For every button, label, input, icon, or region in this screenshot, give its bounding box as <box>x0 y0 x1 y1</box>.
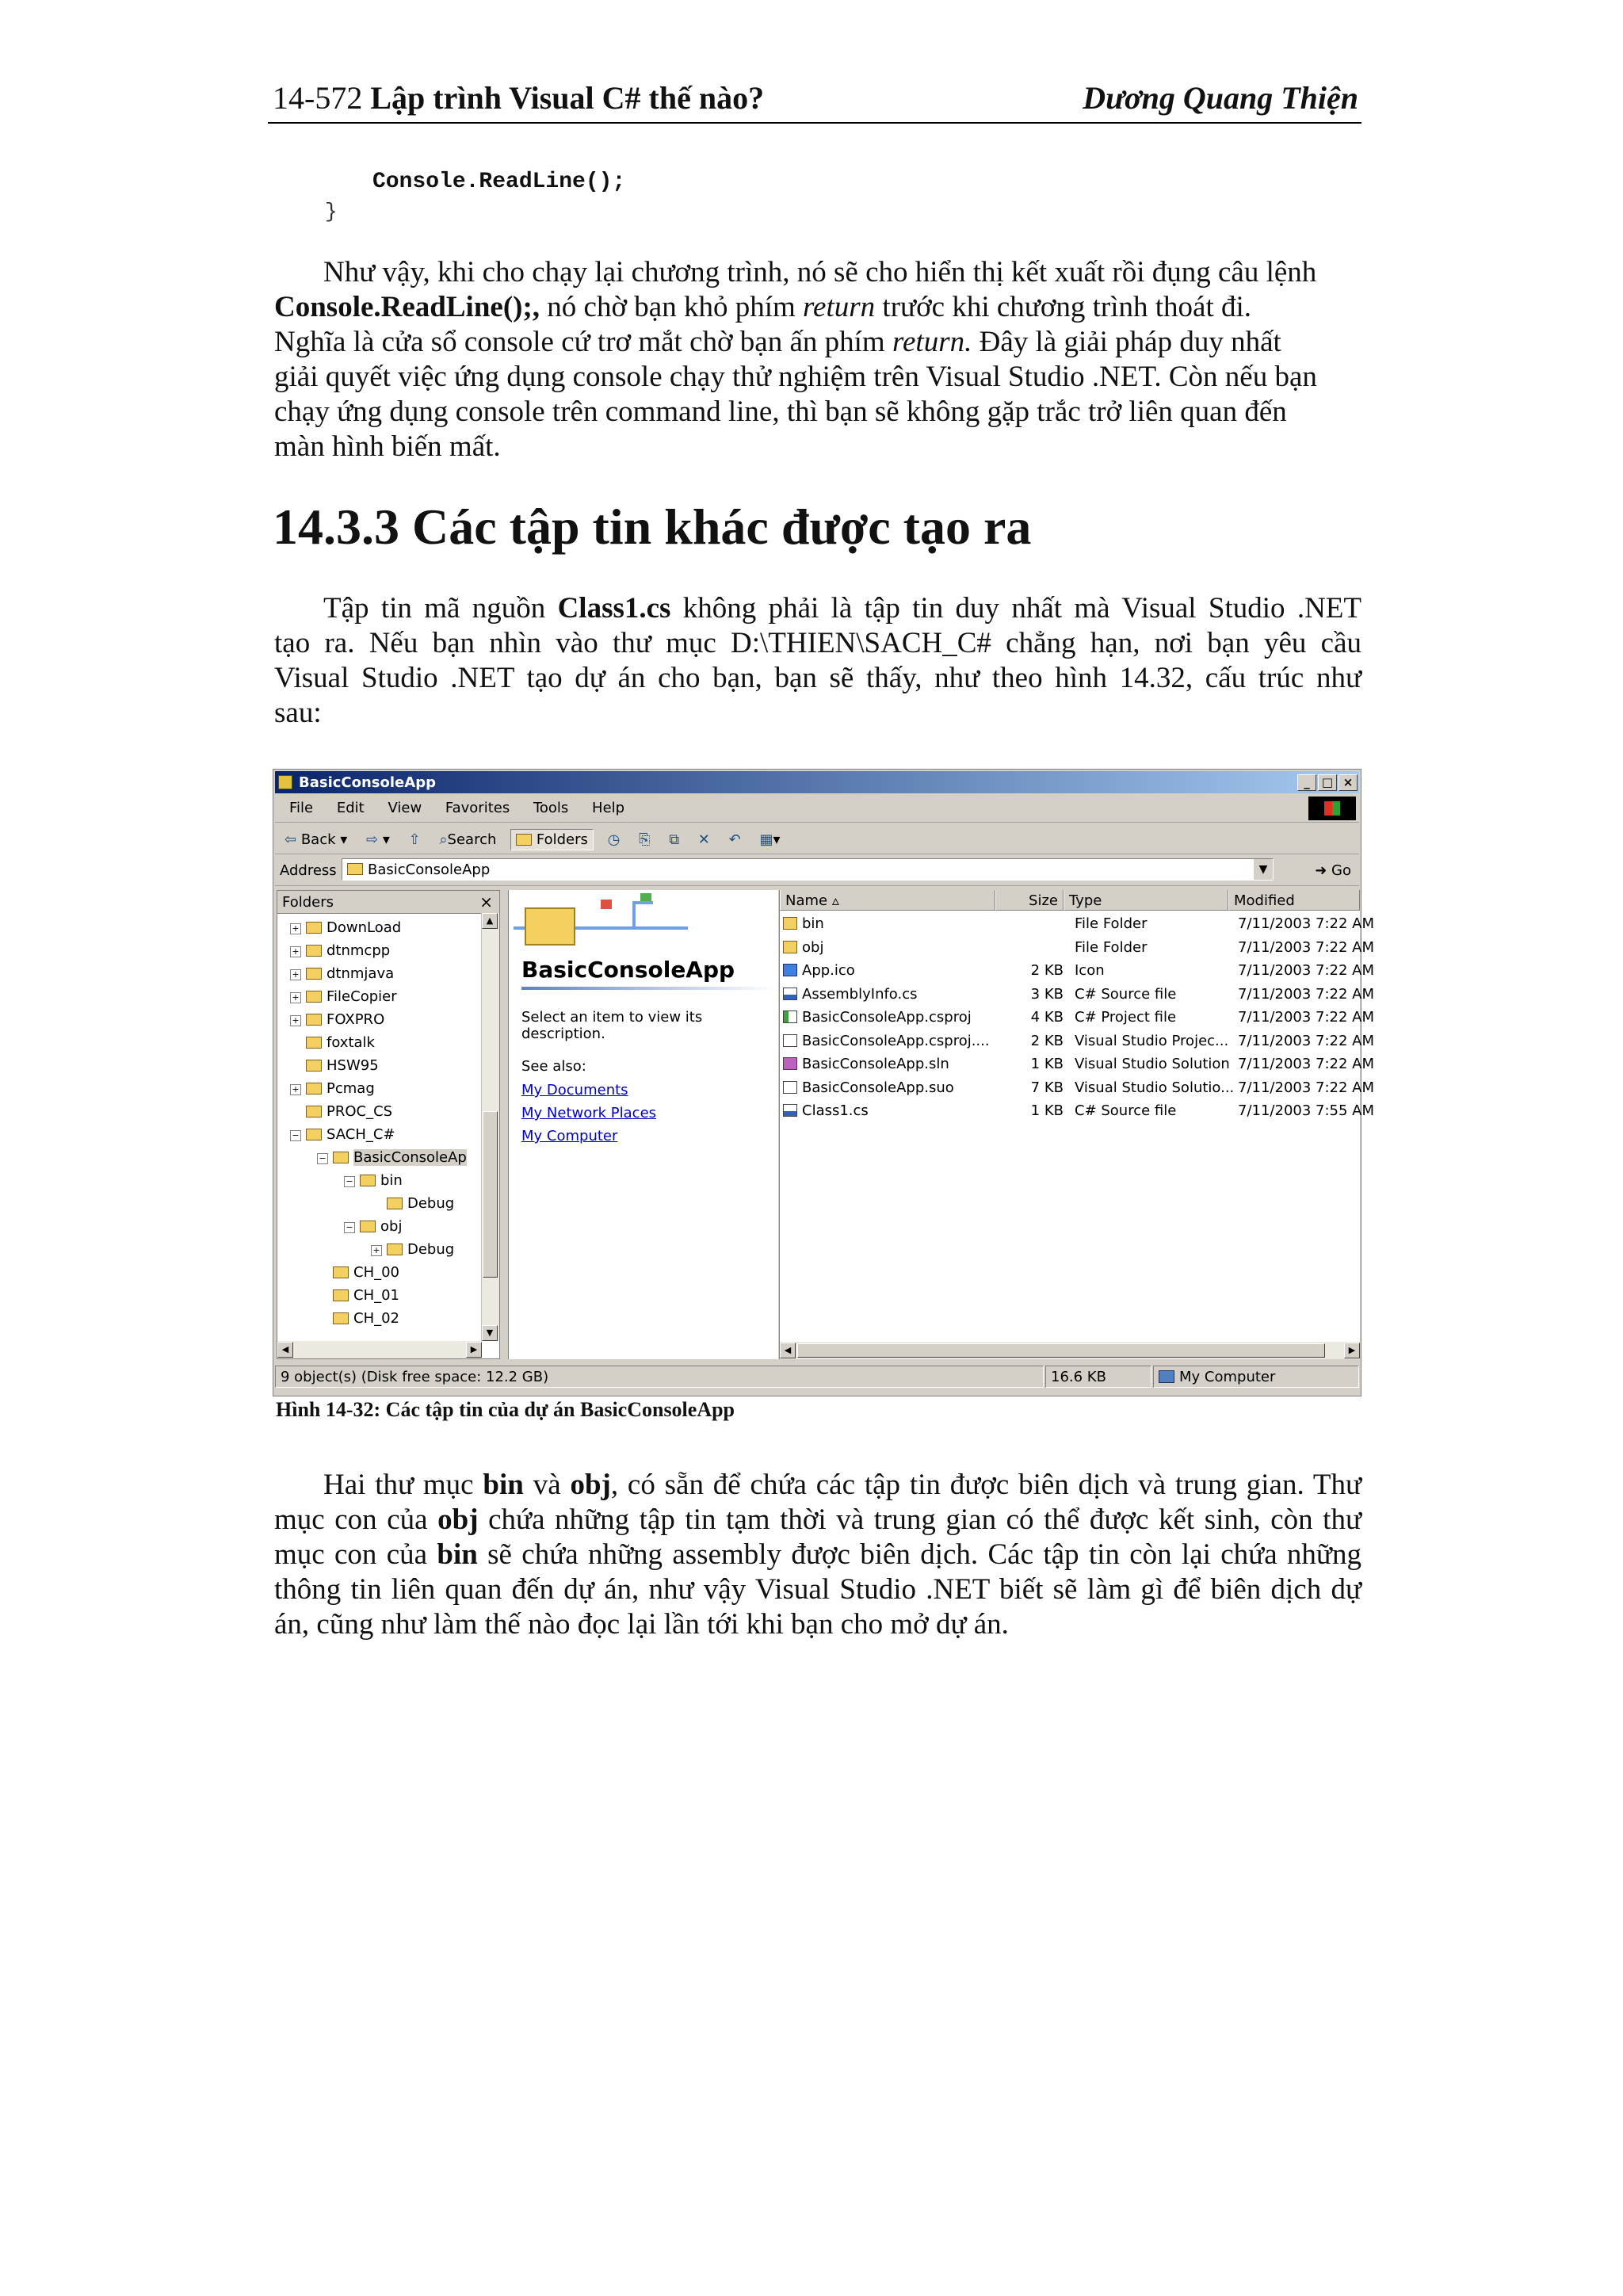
file-row[interactable] <box>780 1052 1375 1075</box>
file-list-pane <box>779 890 1375 1359</box>
list-horizontal-scrollbar[interactable] <box>780 1342 1360 1359</box>
scroll-right-icon[interactable]: ▶ <box>466 1342 482 1358</box>
window-title: BasicConsoleApp <box>299 774 436 791</box>
pane-splitter[interactable] <box>502 890 506 1359</box>
tree-item-label: HSW95 <box>327 1057 379 1074</box>
scroll-right-icon[interactable]: ▶ <box>1344 1343 1360 1358</box>
tree-item[interactable] <box>290 1126 395 1148</box>
tree-item-label: foxtalk <box>327 1034 375 1051</box>
folder-icon <box>360 1175 376 1186</box>
folder-title: BasicConsoleApp <box>521 957 735 983</box>
menu-bar <box>275 795 1359 823</box>
tree-item[interactable] <box>371 1195 454 1217</box>
tree-item-label: FileCopier <box>327 988 397 1005</box>
collapse-icon[interactable]: − <box>290 1130 301 1141</box>
expand-icon[interactable]: + <box>290 992 301 1003</box>
address-label: Address <box>280 862 337 879</box>
move-to-icon: ⎘ <box>639 831 651 848</box>
tree-item-label: PROC_CS <box>327 1103 393 1120</box>
tree-item[interactable] <box>290 965 394 988</box>
paragraph-bin-obj: Hai thư mục bin và obj, có sẵn để chứa các tập tin được biên dịch và trung gian. Thư mục con của obj chứa những tập tin tạm thời và trung gian có thể được kết sinh, còn thư mục con của bin sẽ chứa những assembly được biên dịch. Các tập tin còn lại chứa những thông tin liên quan đến dự án, như vậy Visual Studio .NET biết sẽ làm gì để biên dịch dự án, cũng như làm thế nào đọc lại lần tới khi bạn cho mở dự án. <box>274 1469 1362 1641</box>
folder-file-icon <box>783 917 797 930</box>
folder-file-icon <box>783 941 797 953</box>
file-size: 7 KB <box>1030 1079 1064 1096</box>
tree-item-label: DownLoad <box>327 919 402 936</box>
collapse-icon[interactable]: − <box>344 1176 355 1187</box>
tree-item-label: BasicConsoleAp <box>353 1149 467 1166</box>
file-modified: 7/11/2003 7:22 AM <box>1238 962 1375 979</box>
minimize-button[interactable]: _ <box>1297 774 1316 791</box>
file-row[interactable] <box>780 959 1375 982</box>
up-folder-icon: ⇧ <box>408 831 421 848</box>
address-input[interactable] <box>342 858 1274 881</box>
folder-icon <box>333 1266 349 1278</box>
file-row[interactable] <box>780 1076 1375 1099</box>
tree-item-label: SACH_C# <box>327 1126 395 1143</box>
toolbar <box>275 823 1359 854</box>
folder-icon <box>306 922 322 934</box>
computer-icon <box>1159 1370 1174 1383</box>
cs-file-icon <box>783 1104 797 1117</box>
file-modified: 7/11/2003 7:22 AM <box>1238 1056 1375 1072</box>
tree-item[interactable] <box>290 942 390 965</box>
file-modified: 7/11/2003 7:22 AM <box>1238 985 1375 1003</box>
tree-item[interactable] <box>344 1172 403 1194</box>
file-size: 2 KB <box>1030 962 1064 979</box>
tree-item-label: Debug <box>407 1241 455 1258</box>
file-name: BasicConsoleApp.csproj <box>783 1009 1010 1026</box>
link-my-network-places[interactable]: My Network Places <box>521 1105 657 1121</box>
scroll-thumb[interactable] <box>797 1343 1325 1358</box>
folder-icon <box>306 1083 322 1095</box>
address-value: BasicConsoleApp <box>368 861 491 878</box>
tree-item[interactable] <box>290 1103 392 1125</box>
file-size: 4 KB <box>1030 1009 1064 1026</box>
tree-item-label: dtnmjava <box>327 965 395 982</box>
delete-button[interactable] <box>693 830 715 850</box>
file-modified: 7/11/2003 7:22 AM <box>1238 915 1375 932</box>
status-size: 16.6 KB <box>1045 1366 1151 1388</box>
collapse-icon[interactable]: − <box>344 1222 355 1233</box>
undo-icon: ↶ <box>728 831 741 848</box>
file-size: 1 KB <box>1030 1102 1064 1119</box>
file-modified: 7/11/2003 7:22 AM <box>1238 1079 1375 1096</box>
page-number: 14-572 <box>273 80 363 116</box>
back-button[interactable]: ⇦ Back ▾ <box>285 831 348 848</box>
folder-icon <box>360 1221 376 1232</box>
vertical-scrollbar[interactable] <box>481 913 499 1341</box>
sln-file-icon <box>783 1057 797 1070</box>
folder-icon <box>387 1244 403 1255</box>
file-name: Class1.cs <box>783 1102 1010 1119</box>
tree-item-label: dtnmcpp <box>327 942 391 959</box>
tree-item-label: CH_02 <box>353 1310 400 1327</box>
folders-pane <box>277 890 500 1359</box>
file-type: Visual Studio Solution <box>1075 1056 1230 1072</box>
search-button[interactable]: ⌕Search <box>439 831 497 848</box>
tree-item[interactable] <box>344 1218 402 1240</box>
views-button[interactable]: ▦▾ <box>759 831 781 848</box>
folder-icon <box>306 945 322 957</box>
tree-item[interactable] <box>317 1310 399 1332</box>
tree-item[interactable] <box>317 1264 399 1286</box>
tree-item-label: CH_00 <box>353 1264 400 1281</box>
move-to-button[interactable] <box>634 830 655 850</box>
file-row[interactable] <box>780 936 1375 959</box>
copy-to-icon: ⧉ <box>669 831 680 848</box>
folder-banner-icon <box>514 893 672 949</box>
link-my-computer[interactable]: My Computer <box>521 1128 618 1144</box>
file-modified: 7/11/2003 7:22 AM <box>1238 938 1375 956</box>
tree-item-label: bin <box>380 1172 403 1189</box>
book-title: Lập trình Visual C# thế nào? <box>370 80 765 116</box>
file-row[interactable] <box>780 983 1375 1006</box>
file-type: Visual Studio Projec... <box>1075 1032 1229 1049</box>
tree-item-label: obj <box>380 1218 403 1235</box>
scroll-left-icon[interactable]: ◀ <box>780 1343 796 1358</box>
column-modified[interactable]: Modified <box>1228 890 1360 911</box>
scroll-thumb[interactable] <box>483 1111 498 1278</box>
title-bar <box>275 771 1359 793</box>
history-icon: ◷ <box>607 831 621 848</box>
delete-icon: ✕ <box>697 831 710 848</box>
running-header <box>268 73 1361 124</box>
menu-favorites[interactable]: Favorites <box>445 800 510 816</box>
paragraph-console-readline: Như vậy, khi cho chạy lại chương trình, nó sẽ cho hiển thị kết xuất rồi đụng câu lệnh Console.ReadLine();, nó chờ bạn khỏ phím return trước khi chương trình thoát đi. Nghĩa là cửa sổ console cứ trơ mắt chờ bạn ấn phím return. Đây là giải pháp duy nhất giải quyết việc ứng dụng console chạy thử nghiệm trên Visual Studio .NET. Còn nếu bạn chạy ứng dụng console trên command line, thì bạn sẽ không gặp trắc trở liên quan đến màn hình biến mất. <box>274 256 1317 463</box>
folder-icon <box>306 1014 322 1026</box>
web-view-pane <box>508 890 778 1359</box>
folder-icon <box>306 1129 322 1140</box>
folder-icon <box>387 1198 403 1209</box>
code-brace: } <box>325 200 338 223</box>
folder-icon <box>306 1060 322 1072</box>
tree-item-label: FOXPRO <box>327 1011 385 1028</box>
back-arrow-icon: ⇦ <box>285 831 297 848</box>
tree-item[interactable] <box>290 988 397 1010</box>
search-icon: ⌕ <box>439 831 448 848</box>
views-icon: ▦ <box>759 831 773 848</box>
status-objects: 9 object(s) (Disk free space: 12.2 GB) <box>275 1366 1044 1388</box>
tree-item[interactable] <box>290 919 401 942</box>
code-line: Console.ReadLine(); <box>372 170 626 194</box>
menu-tools[interactable]: Tools <box>533 800 569 816</box>
expand-icon[interactable]: + <box>290 1084 301 1095</box>
folders-pane-title: Folders <box>282 894 334 911</box>
figure-caption: Hình 14-32: Các tập tin của dự án BasicConsoleApp <box>276 1398 735 1421</box>
file-size: 1 KB <box>1030 1056 1064 1072</box>
file-file-icon <box>783 1034 797 1047</box>
history-button[interactable] <box>603 830 625 850</box>
folder-icon <box>306 991 322 1003</box>
address-bar <box>275 855 1359 886</box>
file-name: BasicConsoleApp.suo <box>783 1079 1010 1096</box>
file-name: BasicConsoleApp.sln <box>783 1056 1010 1072</box>
file-name: AssemblyInfo.cs <box>783 986 1010 1003</box>
file-type: Icon <box>1075 962 1105 979</box>
undo-button[interactable] <box>724 830 746 850</box>
description-text: Select an item to view its description. <box>521 1009 703 1042</box>
tree-item[interactable] <box>290 1011 384 1033</box>
file-row[interactable] <box>780 1006 1375 1029</box>
folder-icon <box>306 968 322 980</box>
file-name: obj <box>783 939 1010 956</box>
forward-arrow-icon: ⇨ <box>366 831 379 848</box>
section-heading: 14.3.3 Các tập tin khác được tạo ra <box>273 499 1032 555</box>
sort-ascending-icon: ▵ <box>831 892 839 909</box>
forward-button[interactable]: ⇨ ▾ <box>366 831 390 848</box>
maximize-button[interactable]: □ <box>1318 774 1337 791</box>
file-row[interactable] <box>780 912 1375 935</box>
status-bar <box>275 1362 1359 1392</box>
expand-icon[interactable]: + <box>290 1015 301 1026</box>
file-name: App.ico <box>783 962 1010 979</box>
collapse-icon[interactable]: − <box>317 1153 328 1164</box>
tree-item[interactable] <box>290 1080 375 1102</box>
close-button[interactable]: × <box>1338 774 1358 791</box>
list-header <box>780 890 1360 911</box>
go-button[interactable]: ➜ Go <box>1315 862 1351 879</box>
file-size: 2 KB <box>1030 1032 1064 1049</box>
folder-icon <box>333 1312 349 1324</box>
file-type: C# Source file <box>1075 1102 1177 1119</box>
expand-icon[interactable]: + <box>290 946 301 957</box>
scroll-down-icon[interactable]: ▼ <box>482 1325 498 1341</box>
folders-button[interactable]: Folders <box>510 829 594 850</box>
column-name[interactable]: Name ▵ <box>780 890 995 911</box>
folder-icon <box>347 863 363 875</box>
copy-to-button[interactable] <box>664 830 684 850</box>
folder-window-icon <box>278 775 292 789</box>
file-modified: 7/11/2003 7:22 AM <box>1238 1032 1375 1049</box>
column-type[interactable]: Type <box>1064 890 1228 911</box>
close-icon[interactable]: × <box>479 892 493 911</box>
file-type: Visual Studio Solutio... <box>1075 1079 1235 1096</box>
file-type: File Folder <box>1075 938 1148 956</box>
file-file-icon <box>783 1081 797 1094</box>
folder-icon <box>516 834 532 846</box>
expand-icon[interactable]: + <box>371 1245 382 1256</box>
cs-file-icon <box>783 988 797 1000</box>
horizontal-scrollbar[interactable] <box>277 1341 482 1358</box>
tree-item[interactable] <box>290 1034 375 1056</box>
tree-item[interactable] <box>371 1241 454 1263</box>
title-rule <box>521 987 775 990</box>
menu-edit[interactable]: Edit <box>336 800 365 816</box>
tree-item-label: Pcmag <box>327 1080 375 1097</box>
explorer-window <box>273 769 1375 1396</box>
scroll-up-icon[interactable]: ▲ <box>482 913 498 929</box>
tree-item[interactable] <box>317 1287 399 1309</box>
file-size: 3 KB <box>1030 985 1064 1003</box>
link-my-documents[interactable]: My Documents <box>521 1082 628 1098</box>
tree-item-label: Debug <box>407 1195 455 1212</box>
proj-file-icon <box>783 1010 797 1023</box>
folder-icon <box>306 1037 322 1049</box>
file-modified: 7/11/2003 7:55 AM <box>1238 1102 1375 1119</box>
tree-item[interactable] <box>317 1149 467 1171</box>
status-location: My Computer <box>1153 1366 1359 1388</box>
paragraph-other-files: Tập tin mã nguồn Class1.cs không phải là tập tin duy nhất mà Visual Studio .NET tạo ra. Nếu bạn nhìn vào thư mục D:\THIEN\SACH_C# chẳng hạn, nơi bạn yêu cầu Visual Studio .NET tạo dự án cho bạn, bạn sẽ thấy, như theo hình 14.32, cấu trúc như sau: <box>274 592 1362 729</box>
tree-item[interactable] <box>290 1057 379 1079</box>
file-type: File Folder <box>1075 915 1148 932</box>
ico-file-icon <box>783 964 797 976</box>
file-type: C# Source file <box>1075 985 1177 1003</box>
column-size[interactable]: Size <box>995 890 1064 911</box>
menu-view[interactable]: View <box>388 800 422 816</box>
chevron-down-icon[interactable]: ▼ <box>1254 859 1273 880</box>
file-row[interactable] <box>780 1030 1375 1052</box>
go-arrow-icon: ➜ <box>1315 862 1327 879</box>
folder-icon <box>333 1289 349 1301</box>
file-type: C# Project file <box>1075 1009 1177 1026</box>
scroll-left-icon[interactable]: ◀ <box>277 1342 293 1358</box>
folder-icon <box>333 1152 349 1163</box>
author-name: Dương Quang Thiện <box>1083 80 1358 116</box>
menu-help[interactable]: Help <box>592 800 625 816</box>
file-name: bin <box>783 915 1010 932</box>
expand-icon[interactable]: + <box>290 969 301 980</box>
tree-item-label: CH_01 <box>353 1287 400 1304</box>
expand-icon[interactable]: + <box>290 923 301 934</box>
windows-logo-icon <box>1308 797 1356 820</box>
file-row[interactable] <box>780 1099 1375 1122</box>
see-also-label: See also: <box>521 1058 586 1075</box>
folder-icon <box>306 1106 322 1117</box>
file-name: BasicConsoleApp.csproj.... <box>783 1033 1010 1049</box>
file-modified: 7/11/2003 7:22 AM <box>1238 1009 1375 1026</box>
menu-file[interactable]: File <box>289 800 314 816</box>
up-folder-button[interactable] <box>404 830 426 850</box>
